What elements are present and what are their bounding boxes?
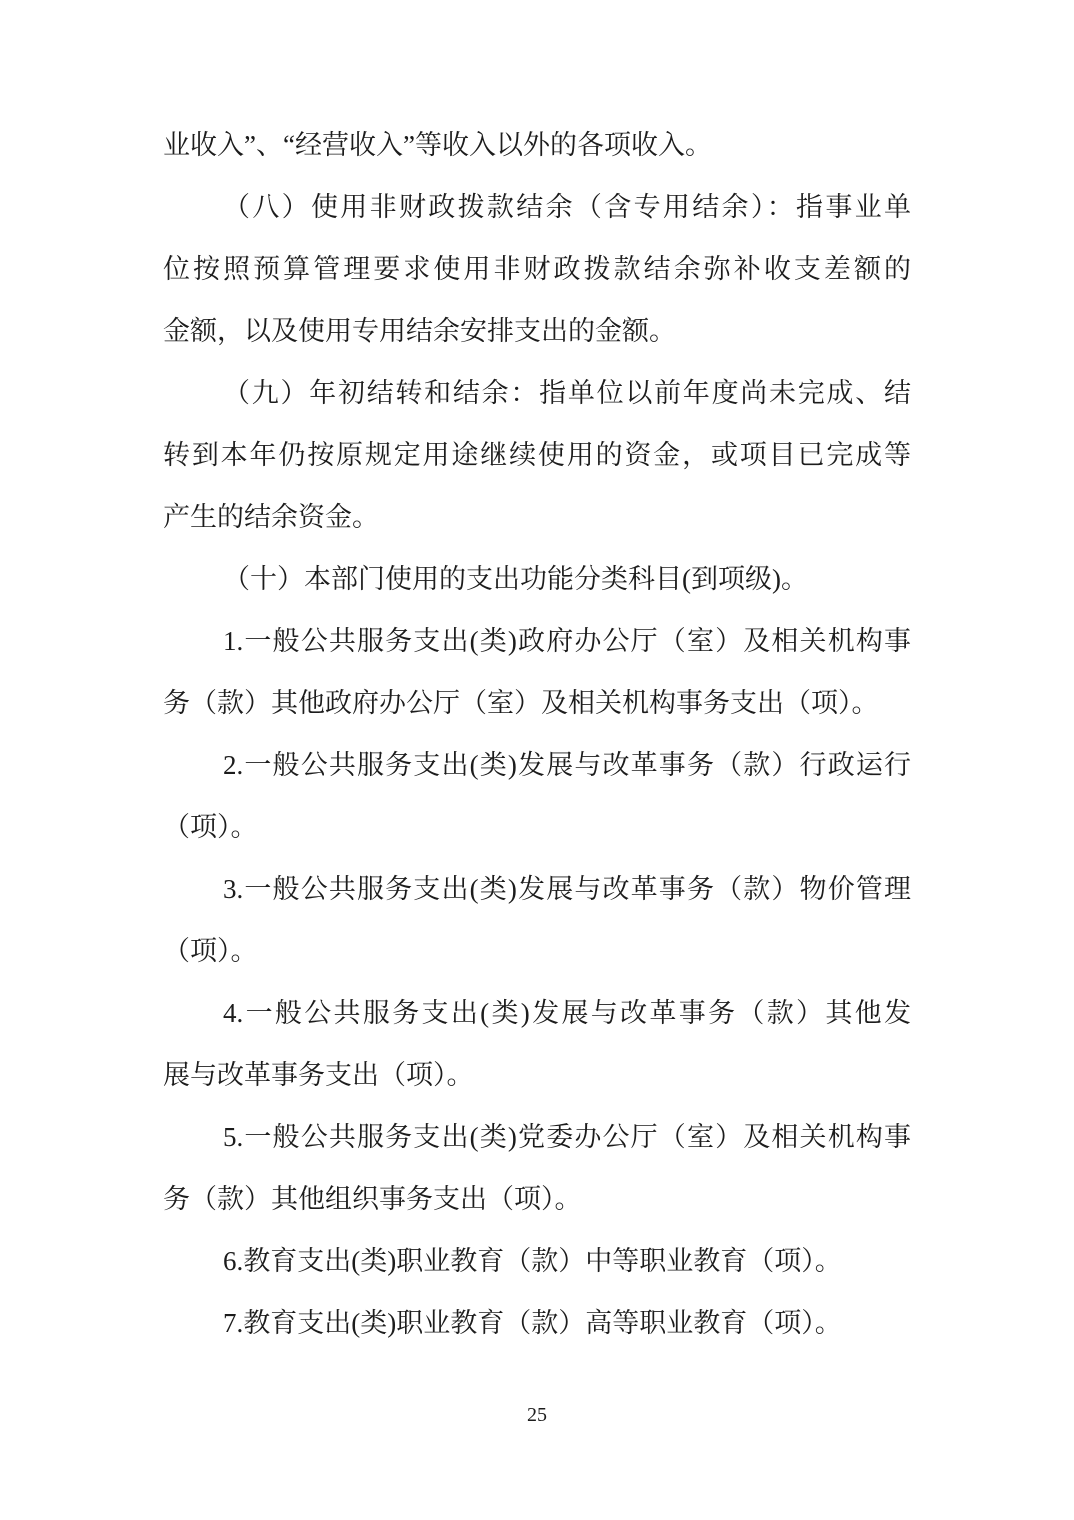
text-line: 1.一般公共服务支出(类)政府办公厅（室）及相关机构事 xyxy=(223,626,911,656)
text-line: 2.一般公共服务支出(类)发展与改革事务（款）行政运行 xyxy=(223,750,911,780)
text-line: 转到本年仍按原规定用途继续使用的资金，或项目已完成等 xyxy=(163,440,911,470)
text-line: 位按照预算管理要求使用非财政拨款结余弥补收支差额的 xyxy=(163,254,911,284)
text-line: （项）。 xyxy=(163,812,258,842)
text-line: （十）本部门使用的支出功能分类科目(到项级)。 xyxy=(223,564,808,594)
text-line: 3.一般公共服务支出(类)发展与改革事务（款）物价管理 xyxy=(223,874,911,904)
text-line: （八）使用非财政拨款结余（含专用结余）：指事业单 xyxy=(223,192,911,222)
text-line: 4.一般公共服务支出(类)发展与改革事务（款）其他发 xyxy=(223,998,911,1028)
text-line: 产生的结余资金。 xyxy=(163,502,379,532)
text-line: 6.教育支出(类)职业教育（款）中等职业教育（项）。 xyxy=(223,1246,842,1276)
text-line: 务（款）其他政府办公厅（室）及相关机构事务支出（项）。 xyxy=(163,688,879,718)
text-line: 务（款）其他组织事务支出（项）。 xyxy=(163,1184,582,1214)
text-line: 5.一般公共服务支出(类)党委办公厅（室）及相关机构事 xyxy=(223,1122,911,1152)
text-line: 展与改革事务支出（项）。 xyxy=(163,1060,474,1090)
text-line: 业收入”、“经营收入”等收入以外的各项收入。 xyxy=(163,130,712,160)
page-number: 25 xyxy=(527,1404,547,1426)
text-line: 7.教育支出(类)职业教育（款）高等职业教育（项）。 xyxy=(223,1308,842,1338)
document-body xyxy=(163,114,911,1354)
text-line: （项）。 xyxy=(163,936,258,966)
text-line: （九）年初结转和结余：指单位以前年度尚未完成、结 xyxy=(223,378,911,408)
text-line: 金额，以及使用专用结余安排支出的金额。 xyxy=(163,316,676,346)
